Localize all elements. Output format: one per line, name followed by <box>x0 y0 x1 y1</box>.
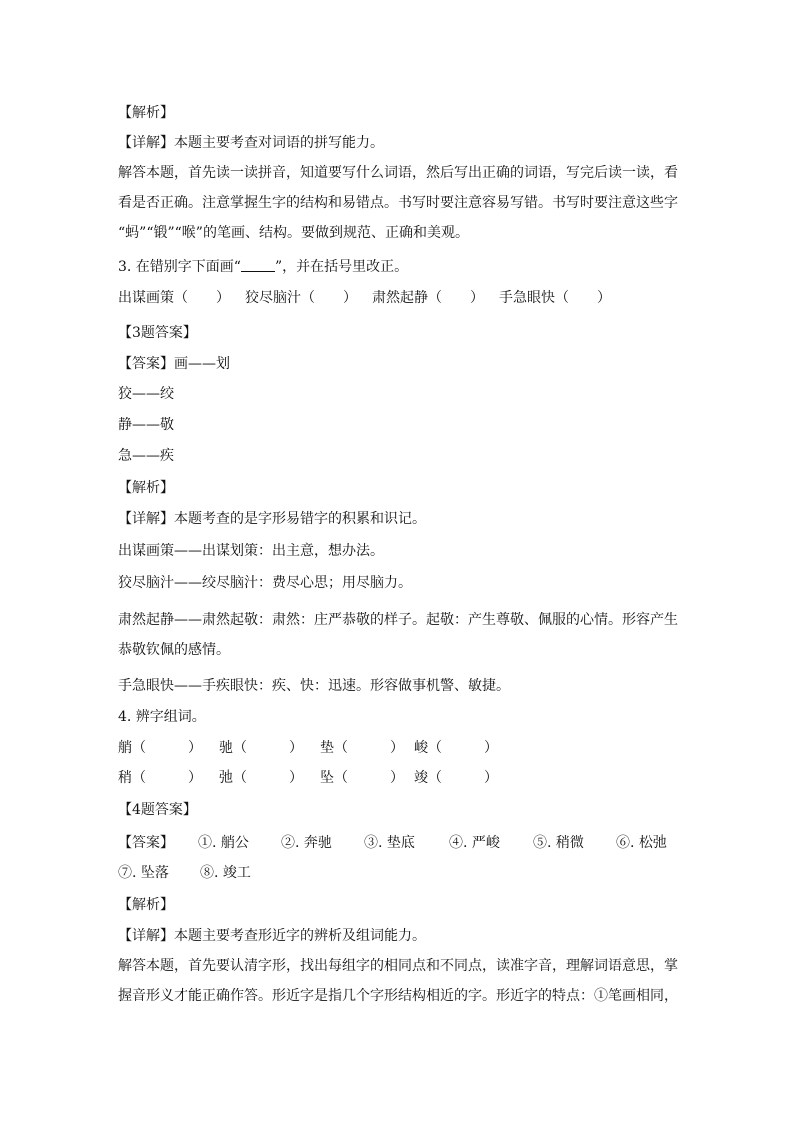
q4-item: 竣（ ） <box>414 770 498 786</box>
q3-item: 肃然起静（ ） <box>372 290 484 306</box>
answer-item: ⑤. 稍微 <box>533 835 584 851</box>
underline-mark <box>241 257 275 272</box>
answer-heading: 【4题答案】 <box>118 802 197 818</box>
answer-item: ①. 艄公 <box>198 835 249 851</box>
paragraph-line: 解答本题，首先要认清字形，找出每组字的相同点和不同点，读准字音，理解词语意思，掌 <box>118 958 678 974</box>
explanation-line: 恭敬钦佩的感情。 <box>118 642 230 658</box>
explanation-line: 狡尽脑汁——绞尽脑汁：费尽心思；用尽脑力。 <box>118 575 412 591</box>
detail-line: 【详解】本题主要考查对词语的拼写能力。 <box>118 135 384 151</box>
q4-item: 稍（ ） <box>118 770 202 786</box>
answer-label: 【答案】 <box>118 835 174 851</box>
q4-item: 坠（ ） <box>320 770 404 786</box>
answer-item: ⑦. 坠落 <box>118 865 169 881</box>
q4-item: 垫（ ） <box>320 740 404 756</box>
q4-item: 弛（ ） <box>219 770 303 786</box>
question-3-suffix: ”，并在括号里改正。 <box>274 259 409 275</box>
q4-item: 峻（ ） <box>414 740 498 756</box>
answer-item: ②. 奔驰 <box>281 835 332 851</box>
q3-item: 出谋画策（ ） <box>118 290 230 306</box>
answer-item: ③. 垫底 <box>364 835 415 851</box>
question-3 <box>118 257 408 277</box>
question-4: 4. 辨字组词。 <box>118 709 206 725</box>
question-4-row <box>118 768 678 788</box>
detail-line: 【详解】本题考查的是字形易错字的积累和识记。 <box>118 511 426 527</box>
question-3-prefix: 3. 在错别字下面画“ <box>118 259 241 275</box>
q4-item: 驰（ ） <box>219 740 303 756</box>
answer-line: 狡——绞 <box>118 386 174 402</box>
q3-item: 手急眼快（ ） <box>499 290 611 306</box>
answer-line: 【答案】画——划 <box>118 356 230 372</box>
explanation-line: 肃然起静——肃然起敬：肃然：庄严恭敬的样子。起敬：产生尊敬、佩服的心情。形容产生 <box>118 612 678 628</box>
answer-line: 静——敬 <box>118 417 174 433</box>
answer-heading: 【3题答案】 <box>118 325 197 341</box>
question-4-row <box>118 738 678 758</box>
explanation-line: 出谋画策——出谋划策：出主意，想办法。 <box>118 543 384 559</box>
analysis-heading: 【解析】 <box>118 480 174 496</box>
explanation-line: 手急眼快——手疾眼快：疾、快：迅速。形容做事机警、敏捷。 <box>118 678 510 694</box>
answer-row <box>118 833 678 853</box>
paragraph-line: “蚂”“锻”“喉”的笔画、结构。要做到规范、正确和美观。 <box>118 225 469 241</box>
paragraph-line: 看是否正确。注意掌握生字的结构和易错点。书写时要注意容易写错。书写时要注意这些字 <box>118 195 678 211</box>
question-3-items <box>118 288 678 308</box>
paragraph-line: 解答本题，首先读一读拼音，知道要写什么词语，然后写出正确的词语，写完后读一读，看 <box>118 165 678 181</box>
analysis-heading: 【解析】 <box>118 897 174 913</box>
paragraph-line: 握音形义才能正确作答。形近字是指几个字形结构相近的字。形近字的特点：①笔画相同， <box>118 988 678 1004</box>
analysis-heading: 【解析】 <box>118 105 174 121</box>
detail-line: 【详解】本题主要考查形近字的辨析及组词能力。 <box>118 928 426 944</box>
answer-line: 急——疾 <box>118 448 174 464</box>
answer-item: ⑥. 松弛 <box>616 835 667 851</box>
answer-item: ⑧. 竣工 <box>200 865 251 881</box>
q4-item: 艄（ ） <box>118 740 202 756</box>
answer-item: ④. 严峻 <box>449 835 500 851</box>
q3-item: 狡尽脑汁（ ） <box>245 290 357 306</box>
answer-row <box>118 863 678 883</box>
